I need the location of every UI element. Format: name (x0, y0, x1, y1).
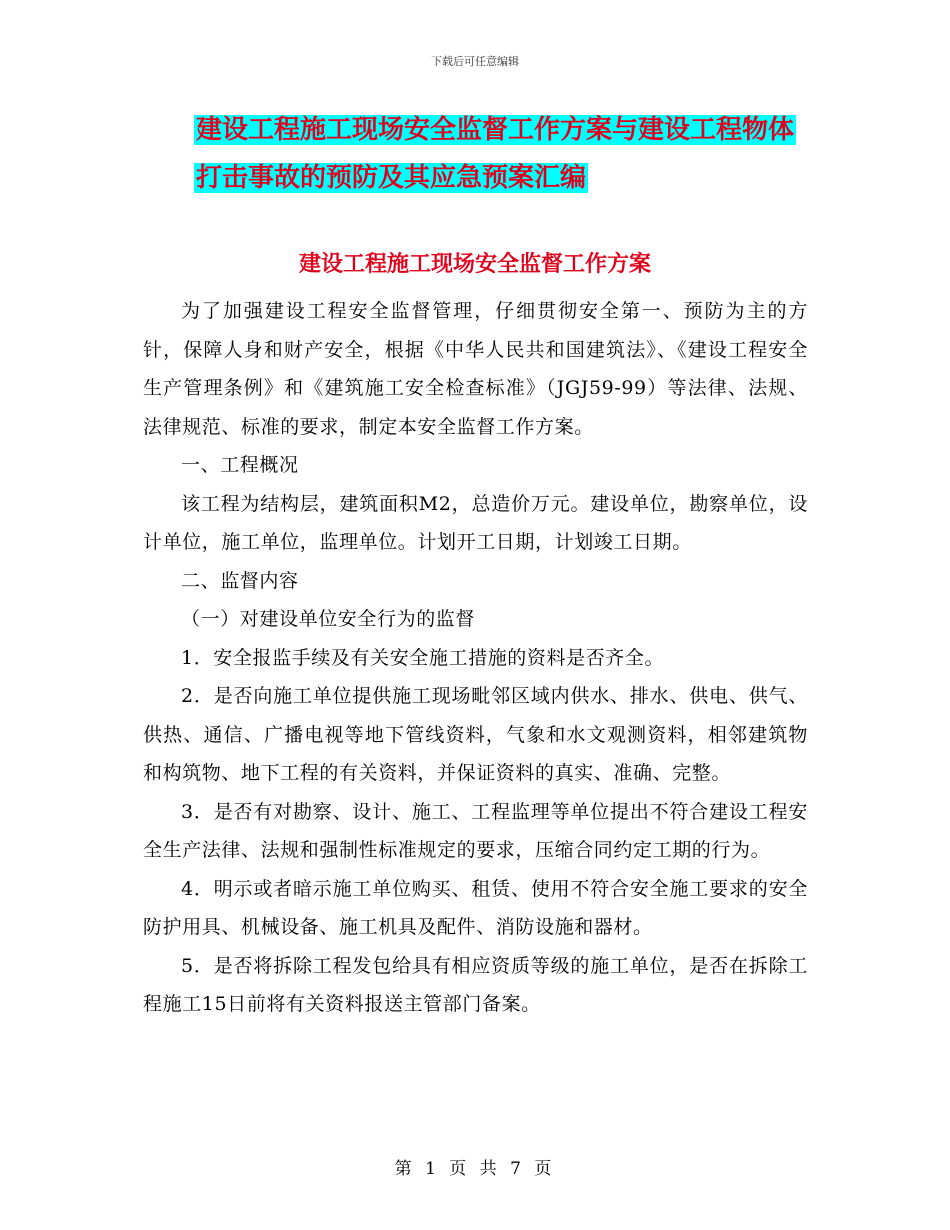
section-title: 建设工程施工现场安全监督工作方案 (298, 252, 651, 277)
main-title-line-2-text: 打击事故的预防及其应急预案汇编 (196, 163, 587, 193)
list-item-2: 2．是否向施工单位提供施工现场毗邻区域内供水、排水、供电、供气、供热、通信、广播电视等地下管线资料，气象和水文观测资料，相邻建筑物和构筑物、地下工程的有关资料，并保证资料的真实、准确、完整。 (143, 685, 808, 784)
main-title-line-1 (194, 106, 796, 154)
main-title-line-1-text: 建设工程施工现场安全监督工作方案与建设工程物体 (196, 115, 795, 145)
list-item-4: 4．明示或者暗示施工单位购买、租赁、使用不符合安全施工要求的安全防护用具、机械设备、施工机具及配件、消防设施和器材。 (143, 877, 808, 938)
paragraph-intro: 为了加强建设工程安全监督管理，仔细贯彻安全第一、预防为主的方针，保障人身和财产安全，根据《中华人民共和国建筑法》、《建设工程安全生产管理条例》和《建筑施工安全检查标准》（JGJ59-99）等法律、法规、法律规范、标准的要求，制定本安全监督工作方案。 (143, 300, 808, 438)
list-item-3: 3．是否有对勘察、设计、施工、工程监理等单位提出不符合建设工程安全生产法律、法规和强制性标准规定的要求，压缩合同约定工期的行为。 (143, 800, 808, 861)
subheading-owner-supervision: （一）对建设单位安全行为的监督 (181, 608, 476, 630)
list-item-1: 1．安全报监手续及有关安全施工措施的资料是否齐全。 (181, 646, 665, 669)
list-item-5: 5．是否将拆除工程发包给具有相应资质等级的施工单位，是否在拆除工程施工15日前将有关资料报送主管部门备案。 (143, 954, 808, 1015)
page-footer: 第 1 页 共 7 页 (394, 1159, 556, 1179)
paragraph-project-overview: 该工程为结构层，建筑面积M2，总造价万元。建设单位，勘察单位，设计单位，施工单位，监理单位。计划开工日期，计划竣工日期。 (143, 492, 808, 553)
heading-supervision-content: 二、监督内容 (181, 569, 299, 592)
heading-project-overview: 一、工程概况 (181, 454, 299, 476)
body-text (143, 292, 808, 1024)
main-title-line-2 (194, 154, 588, 202)
header-note: 下载后可任意编辑 (431, 55, 519, 68)
